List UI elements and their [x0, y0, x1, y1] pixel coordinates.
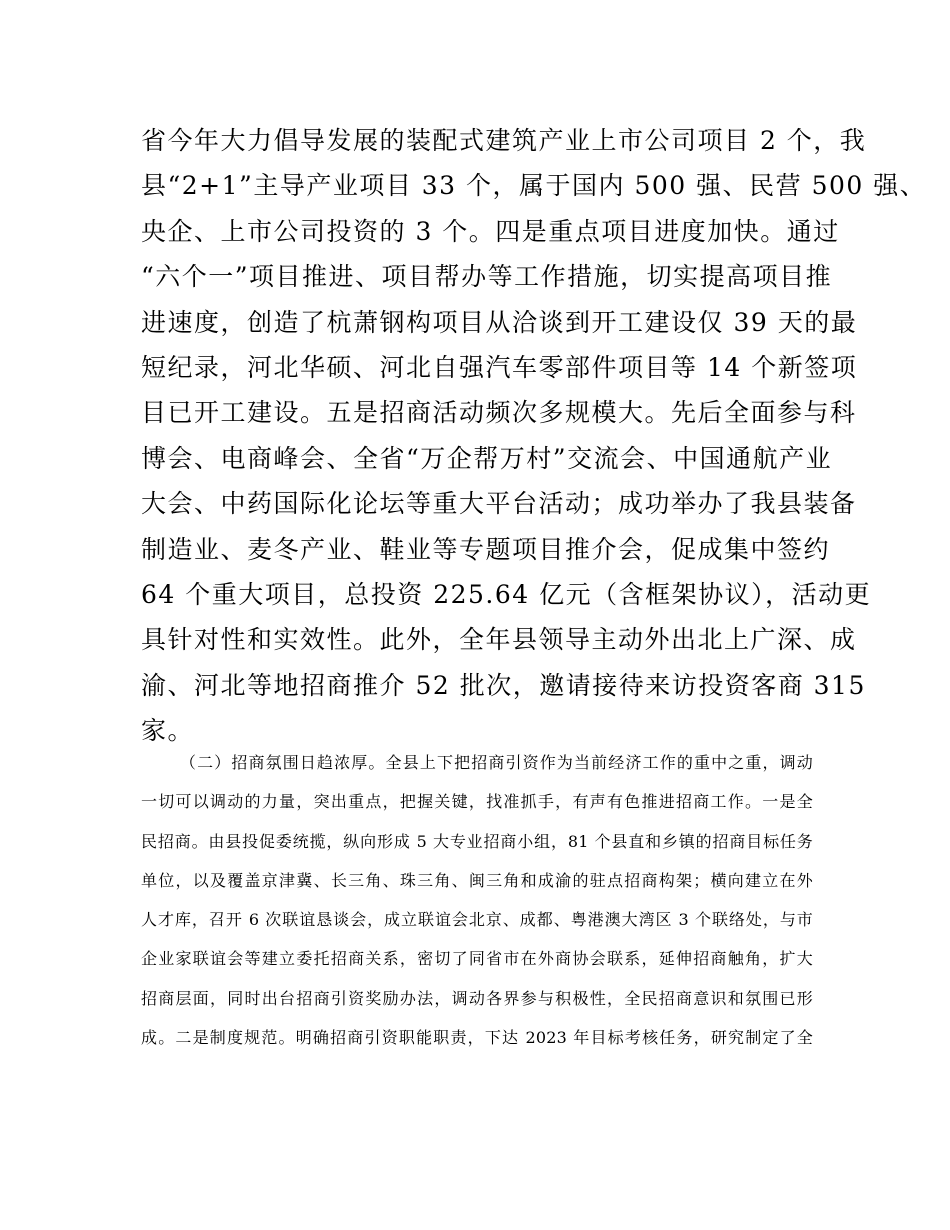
text-line: 具针对性和实效性。此外，全年县领导主动外出北上广深、成 [141, 625, 857, 655]
text-line: 招商层面，同时出台招商引资奖励办法，调动各界参与积极性，全民招商意识和氛围已形 [141, 988, 813, 1008]
text-line: 省今年大力倡导发展的装配式建筑产业上市公司项目 2 个，我 [141, 126, 867, 155]
text-line: 成。二是制度规范。明确招商引资职能职责，下达 2023 年目标考核任务，研究制定了全 [141, 1028, 813, 1048]
text-line: 博会、电商峰会、全省“万企帮万村”交流会、中国通航产业 [141, 443, 833, 473]
text-line: 大会、中药国际化论坛等重大平台活动；成功举办了我县装备 [141, 489, 857, 519]
text-line: 民招商。由县投促委统揽，纵向形成 5 大专业招商小组，81 个县直和乡镇的招商目标任务 [141, 831, 813, 851]
text-line: 一切可以调动的力量，突出重点，把握关键，找准抓手，有声有色推进招商工作。一是全 [141, 792, 813, 812]
text-line: 企业家联谊会等建立委托招商关系，密切了同省市在外商协会联系，延伸招商触角，扩大 [141, 949, 813, 969]
text-line: 渝、河北等地招商推介 52 批次，邀请接待来访投资客商 315 [141, 670, 866, 700]
text-line: 家。 [141, 716, 195, 746]
text-line: 人才库，召开 6 次联谊恳谈会，成立联谊会北京、成都、粤港澳大湾区 3 个联络处，与市 [141, 910, 813, 930]
text-line: 64 个重大项目，总投资 225.64 亿元（含框架协议），活动更 [141, 580, 872, 610]
text-line: 县“2+1”主导产业项目 33 个，属于国内 500 强、民营 500 强、 [141, 171, 927, 201]
paragraph-investment-atmosphere [141, 743, 813, 1057]
paragraph-investment-results [141, 118, 927, 754]
text-line: 目已开工建设。五是招商活动频次多规模大。先后全面参与科 [141, 398, 857, 428]
text-line: “六个一”项目推进、项目帮办等工作措施，切实提高项目推 [141, 262, 833, 292]
text-line: 央企、上市公司投资的 3 个。四是重点项目进度加快。通过 [141, 216, 840, 246]
text-line: 短纪录，河北华硕、河北自强汽车零部件项目等 14 个新签项 [141, 353, 858, 383]
text-line: 单位，以及覆盖京津冀、长三角、珠三角、闽三角和成渝的驻点招商构架；横向建立在外 [141, 870, 813, 890]
text-line-first [141, 743, 813, 782]
text-line-content: （二）招商氛围日趋浓厚。全县上下把招商引资作为当前经济工作的重中之重，调动 [179, 753, 813, 772]
text-line: 进速度，创造了杭萧钢构项目从洽谈到开工建设仅 39 天的最 [141, 307, 858, 337]
text-line: 制造业、麦冬产业、鞋业等专题项目推介会，促成集中签约 [141, 534, 831, 564]
